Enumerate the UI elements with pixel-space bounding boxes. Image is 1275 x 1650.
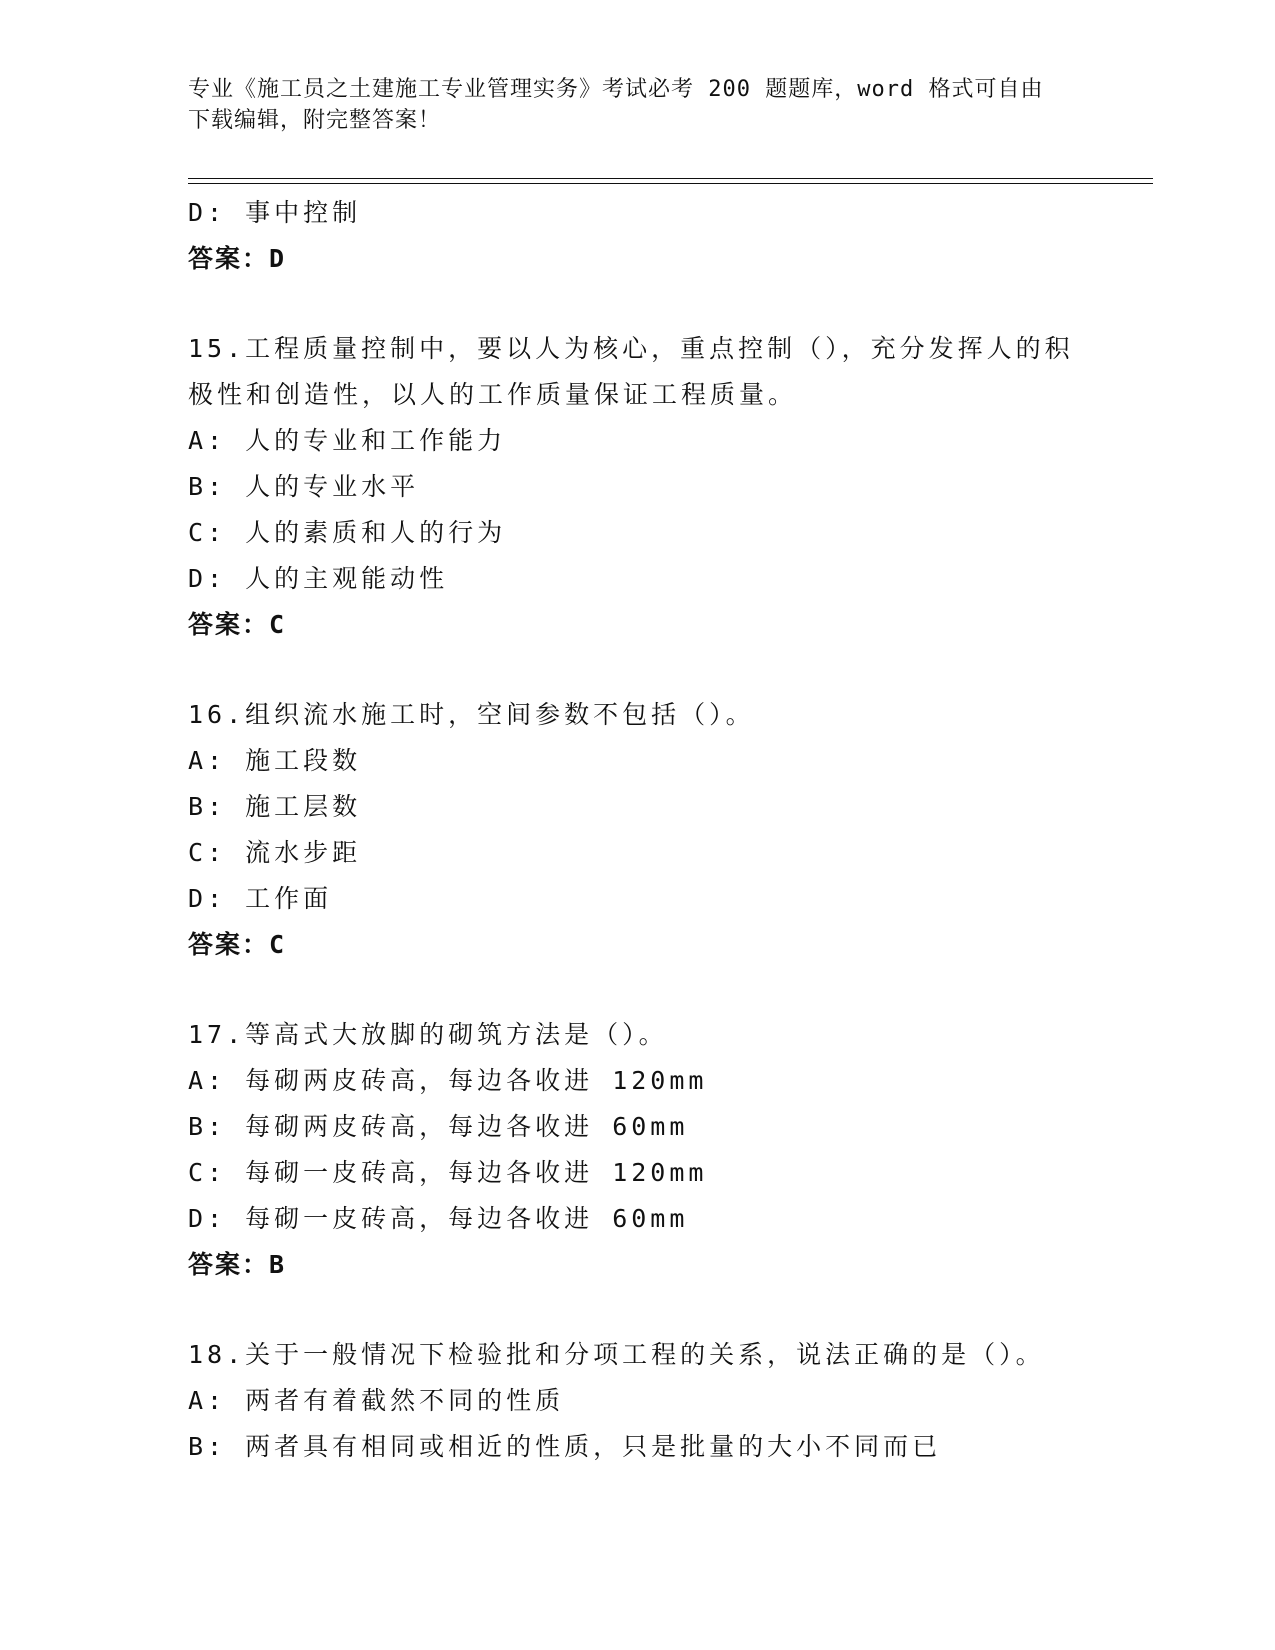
q15-answer: 答案：C <box>188 610 287 639</box>
q16-option-d: D: 工作面 <box>188 884 333 913</box>
document-header <box>188 74 1068 136</box>
header-divider-top <box>188 178 1153 179</box>
q15-option-d: D: 人的主观能动性 <box>188 564 449 593</box>
question-17 <box>188 1012 1108 1288</box>
q15-text-line-1: 15.工程质量控制中，要以人为核心，重点控制（），充分发挥人的积 <box>188 334 1074 363</box>
q18-option-b: B: 两者具有相同或相近的性质，只是批量的大小不同而已 <box>188 1432 942 1461</box>
question-18 <box>188 1332 1108 1470</box>
q17-text: 17.等高式大放脚的砌筑方法是（）。 <box>188 1020 668 1049</box>
q14-option-d: D: 事中控制 <box>188 198 362 227</box>
q14-answer: 答案：D <box>188 244 287 273</box>
q15-option-c: C: 人的素质和人的行为 <box>188 518 507 547</box>
q18-text: 18.关于一般情况下检验批和分项工程的关系，说法正确的是（）。 <box>188 1340 1045 1369</box>
header-line-1: 专业《施工员之土建施工专业管理实务》考试必考 200 题题库，word 格式可自由 <box>188 77 1044 102</box>
question-list <box>188 190 1108 1470</box>
header-divider-bottom <box>188 183 1153 184</box>
q17-option-c: C: 每砌一皮砖高，每边各收进 120mm <box>188 1158 708 1187</box>
q17-answer: 答案：B <box>188 1250 287 1279</box>
q17-option-a: A: 每砌两皮砖高，每边各收进 120mm <box>188 1066 708 1095</box>
q17-option-d: D: 每砌一皮砖高，每边各收进 60mm <box>188 1204 689 1233</box>
q15-option-a: A: 人的专业和工作能力 <box>188 426 507 455</box>
q16-option-b: B: 施工层数 <box>188 792 362 821</box>
q15-text-line-2: 极性和创造性，以人的工作质量保证工程质量。 <box>188 380 798 409</box>
q15-option-b: B: 人的专业水平 <box>188 472 420 501</box>
header-line-2: 下载编辑，附完整答案！ <box>188 108 442 133</box>
question-16 <box>188 692 1108 968</box>
q16-option-c: C: 流水步距 <box>188 838 362 867</box>
q16-answer: 答案：C <box>188 930 287 959</box>
question-15 <box>188 326 1108 648</box>
q17-option-b: B: 每砌两皮砖高，每边各收进 60mm <box>188 1112 689 1141</box>
q16-option-a: A: 施工段数 <box>188 746 362 775</box>
q16-text: 16.组织流水施工时，空间参数不包括（）。 <box>188 700 755 729</box>
q18-option-a: A: 两者有着截然不同的性质 <box>188 1386 565 1415</box>
